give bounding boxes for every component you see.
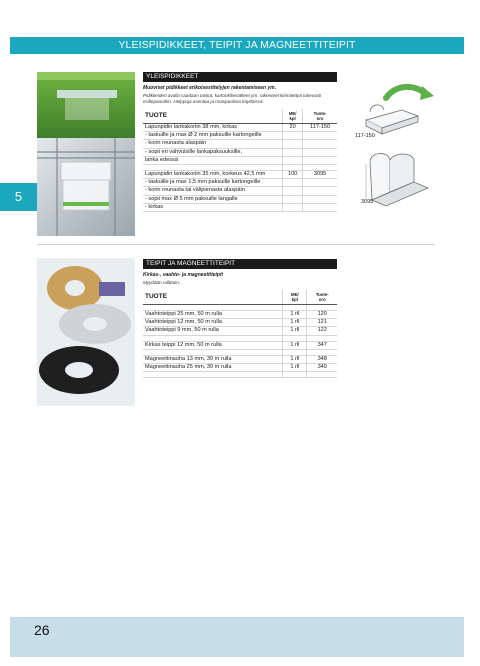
section-subtitle: Muoviset pidikkeet erikoisesittelyjen rakentamiseen ym. [143,85,277,91]
holder-photo [37,72,135,236]
table-row: - taskuille ja max Ø 2 mm paksuille kartongeille [143,132,337,140]
section-heading: TEIPIT JA MAGNEETTITEIPIT [143,259,337,269]
col-unit: ME/ kpl [283,109,303,124]
table-row: Lapunpidin lankakoriin 38 mm, kirkas 20 117-150 [143,124,337,132]
col-code: Tuote- nro [307,290,337,305]
table-row: lanka edessä [143,156,337,164]
footer-bar [10,617,464,657]
col-product: TUOTE [143,109,283,124]
table-row: Vaahtoteippi 9 mm, 50 m rulla 1 rll 122 [143,327,337,335]
drawing-label-a: 117-150 [355,133,375,139]
table-row: - kirkas [143,203,337,211]
table-row: Vaahtoteippi 25 mm, 50 m rulla 1 rll 120 [143,311,337,319]
chapter-tab: 5 [0,183,37,211]
section-divider [37,244,435,245]
drawing-label-b: 3095 [361,199,374,205]
table-row: - sopii max Ø 5 mm paksuille langalle [143,195,337,203]
table-row: - sopii eri vahvuisille lankapaksuuksille, [143,148,337,156]
table-row: - korin reunasta alaspäin [143,140,337,148]
page-number: 26 [34,622,50,638]
section-heading: YLEISPIDIKKEET [143,72,337,82]
table-row: - korin reunasta tai välipienasta alaspäin [143,187,337,195]
table-row: - taskuille ja max 1,5 mm paksuille kartongeille [143,179,337,187]
table-row: Magneettinauha 13 mm, 30 m rulla 1 rll 348 [143,355,337,363]
product-table [143,290,337,378]
product-table [143,109,337,212]
tape-photo [37,258,135,406]
section-description: Pidikkeiden avulla saadaan taskut, kartonkihenälteet ym. rakenteet kiinnitettyä tukevasti esillepanoihin. Helppoja asentaa ja monipuolisia käyttöissä. [143,93,322,104]
table-row: Kirkas teippi 12 mm, 50 m rulla 1 rll 347 [143,341,337,349]
col-code: Tuote- nro [303,109,337,124]
col-product: TUOTE [143,290,283,305]
holder-drawing-117-150 [352,80,442,140]
section-description: Myydään rullittain. [143,280,181,285]
table-row: Magneettinauha 25 mm, 30 m rulla 1 rll 349 [143,364,337,372]
table-row: Vaahtoteippi 12 mm, 50 m rulla 1 rll 121 [143,319,337,327]
section-holders [143,72,337,212]
section-tapes [143,259,337,378]
section-subtitle: Kirkas-, vaahto- ja magneettiteipit [143,272,224,278]
page-header: YLEISPIDIKKEET, TEIPIT JA MAGNEETTITEIPIT [10,37,464,54]
table-row: Lapunpidin lankakoriin 35 mm, korkeus 42,5 mm 100 3095 [143,171,337,179]
col-unit: ME/ kpl [283,290,307,305]
